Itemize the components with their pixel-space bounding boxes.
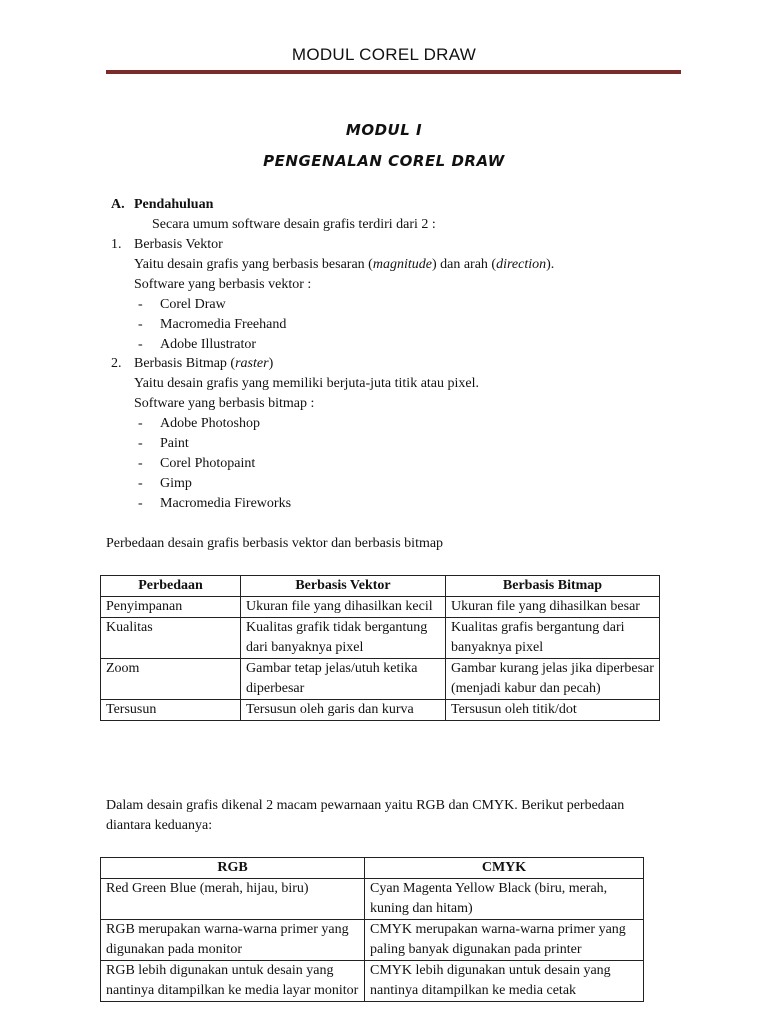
- vector-number: 1.: [111, 237, 122, 252]
- bitmap-software-item: Gimp: [160, 476, 192, 491]
- table-row: [101, 597, 660, 618]
- table-cell: Kualitas grafis bergantung dari banyaknya pixel: [446, 618, 660, 659]
- vector-software-label: Software yang berbasis vektor :: [134, 277, 312, 292]
- table1-header-row: [101, 576, 660, 597]
- bitmap-software-item: Paint: [160, 436, 189, 451]
- table-cell: Gambar tetap jelas/utuh ketika diperbesar: [241, 659, 446, 700]
- table2-header-row: [101, 858, 644, 879]
- table1-caption: Perbedaan desain grafis berbasis vektor dan berbasis bitmap: [106, 536, 444, 551]
- bullet-dash: -: [138, 496, 143, 511]
- vector-description: Yaitu desain grafis yang berbasis besaran (magnitude) dan arah (direction).: [134, 257, 555, 272]
- table-cell: Gambar kurang jelas jika diperbesar (menjadi kabur dan pecah): [446, 659, 660, 700]
- table-cell: Cyan Magenta Yellow Black (biru, merah, kuning dan hitam): [365, 879, 644, 920]
- bitmap-description: Yaitu desain grafis yang memiliki berjuta-juta titik atau pixel.: [134, 376, 480, 391]
- table-cell: Penyimpanan: [101, 597, 241, 618]
- table-cell: Tersusun oleh titik/dot: [446, 700, 660, 721]
- bullet-dash: -: [138, 317, 143, 332]
- table-cell: Ukuran file yang dihasilkan kecil: [241, 597, 446, 618]
- table2-caption-line1: Dalam desain grafis dikenal 2 macam pewarnaan yaitu RGB dan CMYK. Berikut perbedaan: [106, 798, 625, 813]
- module-subtitle: PENGENALAN COREL DRAW: [263, 152, 505, 170]
- table-cell: Tersusun: [101, 700, 241, 721]
- bullet-dash: -: [138, 337, 143, 352]
- table-row: [101, 961, 644, 1002]
- table-cell: CMYK lebih digunakan untuk desain yang nantinya ditampilkan ke media cetak: [365, 961, 644, 1002]
- header-rule: [106, 70, 681, 74]
- table2-header-cell: CMYK: [365, 858, 644, 879]
- bullet-dash: -: [138, 297, 143, 312]
- table-cell: Tersusun oleh garis dan kurva: [241, 700, 446, 721]
- vector-title: Berbasis Vektor: [134, 237, 223, 252]
- table-cell: RGB lebih digunakan untuk desain yang nantinya ditampilkan ke media layar monitor: [101, 961, 365, 1002]
- table1-header-cell: Perbedaan: [101, 576, 241, 597]
- bullet-dash: -: [138, 416, 143, 431]
- bitmap-number: 2.: [111, 356, 122, 371]
- section-a-intro: Secara umum software desain grafis terdiri dari 2 :: [152, 217, 436, 232]
- table1-header-cell: Berbasis Vektor: [241, 576, 446, 597]
- section-a-letter: A.: [111, 197, 125, 212]
- header-title: MODUL COREL DRAW: [291, 45, 477, 64]
- table-cell: Kualitas: [101, 618, 241, 659]
- table2-caption-line2: diantara keduanya:: [106, 818, 213, 833]
- bullet-dash: -: [138, 456, 143, 471]
- bitmap-software-item: Macromedia Fireworks: [160, 496, 292, 511]
- bitmap-software-item: Corel Photopaint: [160, 456, 256, 471]
- table-cell: Red Green Blue (merah, hijau, biru): [101, 879, 365, 920]
- vector-software-item: Adobe Illustrator: [160, 337, 257, 352]
- table2-header-cell: RGB: [101, 858, 365, 879]
- table-row: [101, 879, 644, 920]
- module-number: MODUL I: [345, 121, 423, 139]
- bitmap-software-item: Adobe Photoshop: [160, 416, 260, 431]
- bullet-dash: -: [138, 476, 143, 491]
- bitmap-software-label: Software yang berbasis bitmap :: [134, 396, 315, 411]
- vector-software-item: Corel Draw: [160, 297, 226, 312]
- table1-header-cell: Berbasis Bitmap: [446, 576, 660, 597]
- table-row: [101, 659, 660, 700]
- table-cell: RGB merupakan warna-warna primer yang digunakan pada monitor: [101, 920, 365, 961]
- table-row: [101, 618, 660, 659]
- table-row: [101, 920, 644, 961]
- table-cell: Ukuran file yang dihasilkan besar: [446, 597, 660, 618]
- table-rgb-vs-cmyk: [100, 857, 644, 1002]
- table-cell: Kualitas grafik tidak bergantung dari banyaknya pixel: [241, 618, 446, 659]
- table-row: [101, 700, 660, 721]
- bitmap-title: Berbasis Bitmap (raster): [134, 356, 274, 371]
- table-vector-vs-bitmap: [100, 575, 660, 721]
- bullet-dash: -: [138, 436, 143, 451]
- table-cell: CMYK merupakan warna-warna primer yang paling banyak digunakan pada printer: [365, 920, 644, 961]
- section-a-heading: Pendahuluan: [134, 197, 214, 212]
- table-cell: Zoom: [101, 659, 241, 700]
- vector-software-item: Macromedia Freehand: [160, 317, 287, 332]
